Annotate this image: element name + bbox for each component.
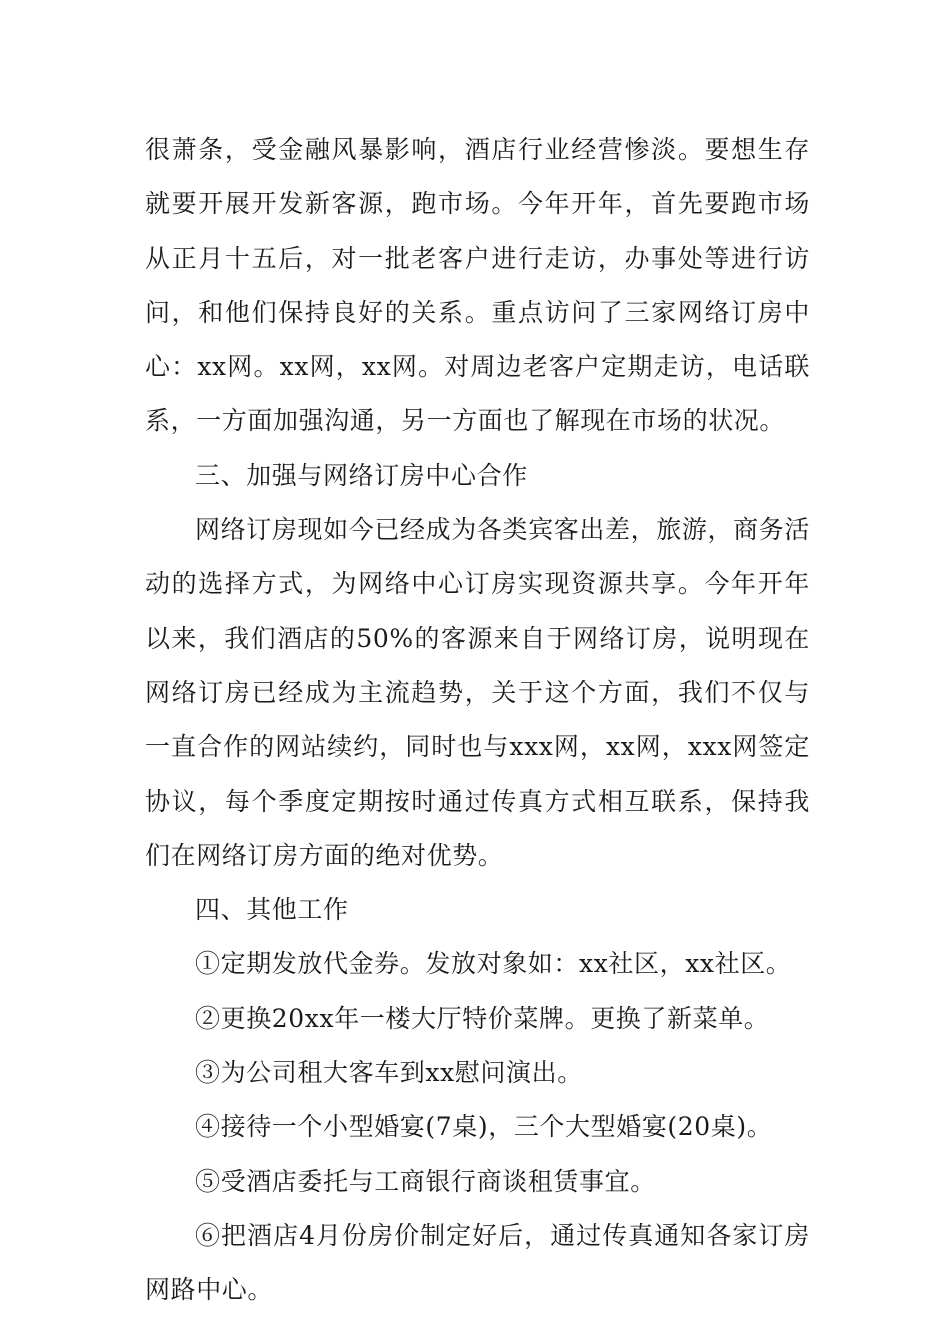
list-item-room-rates: ⑥把酒店4月份房价制定好后，通过传真通知各家订房网路中心。 — [145, 1220, 810, 1305]
paragraph-online-booking: 网络订房现如今已经成为各类宾客出差，旅游，商务活动的选择方式，为网络中心订房实现资源共享。今年开年以来，我们酒店的50%的客源来自于网络订房，说明现在网络订房已经成为主流趋势，关于这个方面，我们不仅与一直合作的网站续约，同时也与xxx网，xx网，xxx网签定协议，每个季度定期按时通过传真方式相互联系，保持我们在网络订房方面的绝对优势。 — [145, 515, 810, 870]
section-heading-other-work: 四、其他工作 — [195, 895, 349, 925]
list-item-menu-board: ②更换20xx年一楼大厅特价菜牌。更换了新菜单。 — [195, 1003, 770, 1033]
paragraph-market-visits: 很萧条，受金融风暴影响，酒店行业经营惨淡。要想生存就要开展开发新客源，跑市场。今年开年，首先要跑市场从正月十五后，对一批老客户进行走访，办事处等进行访问，和他们保持良好的关系。重点访问了三家网络订房中心：xx网。xx网，xx网。对周边老客户定期走访，电话联系，一方面加强沟通，另一方面也了解现在市场的状况。 — [145, 135, 810, 436]
list-item-wedding-banquets: ④接待一个小型婚宴(7桌)，三个大型婚宴(20桌)。 — [195, 1112, 773, 1142]
list-item-vouchers: ①定期发放代金券。发放对象如：xx社区，xx社区。 — [195, 949, 792, 979]
list-item-bank-lease: ⑤受酒店委托与工商银行商谈租赁事宜。 — [195, 1166, 656, 1196]
list-item-bus-rental: ③为公司租大客车到xx慰问演出。 — [195, 1058, 583, 1088]
section-heading-online-booking: 三、加强与网络订房中心合作 — [195, 460, 528, 490]
document-body — [145, 123, 810, 1318]
